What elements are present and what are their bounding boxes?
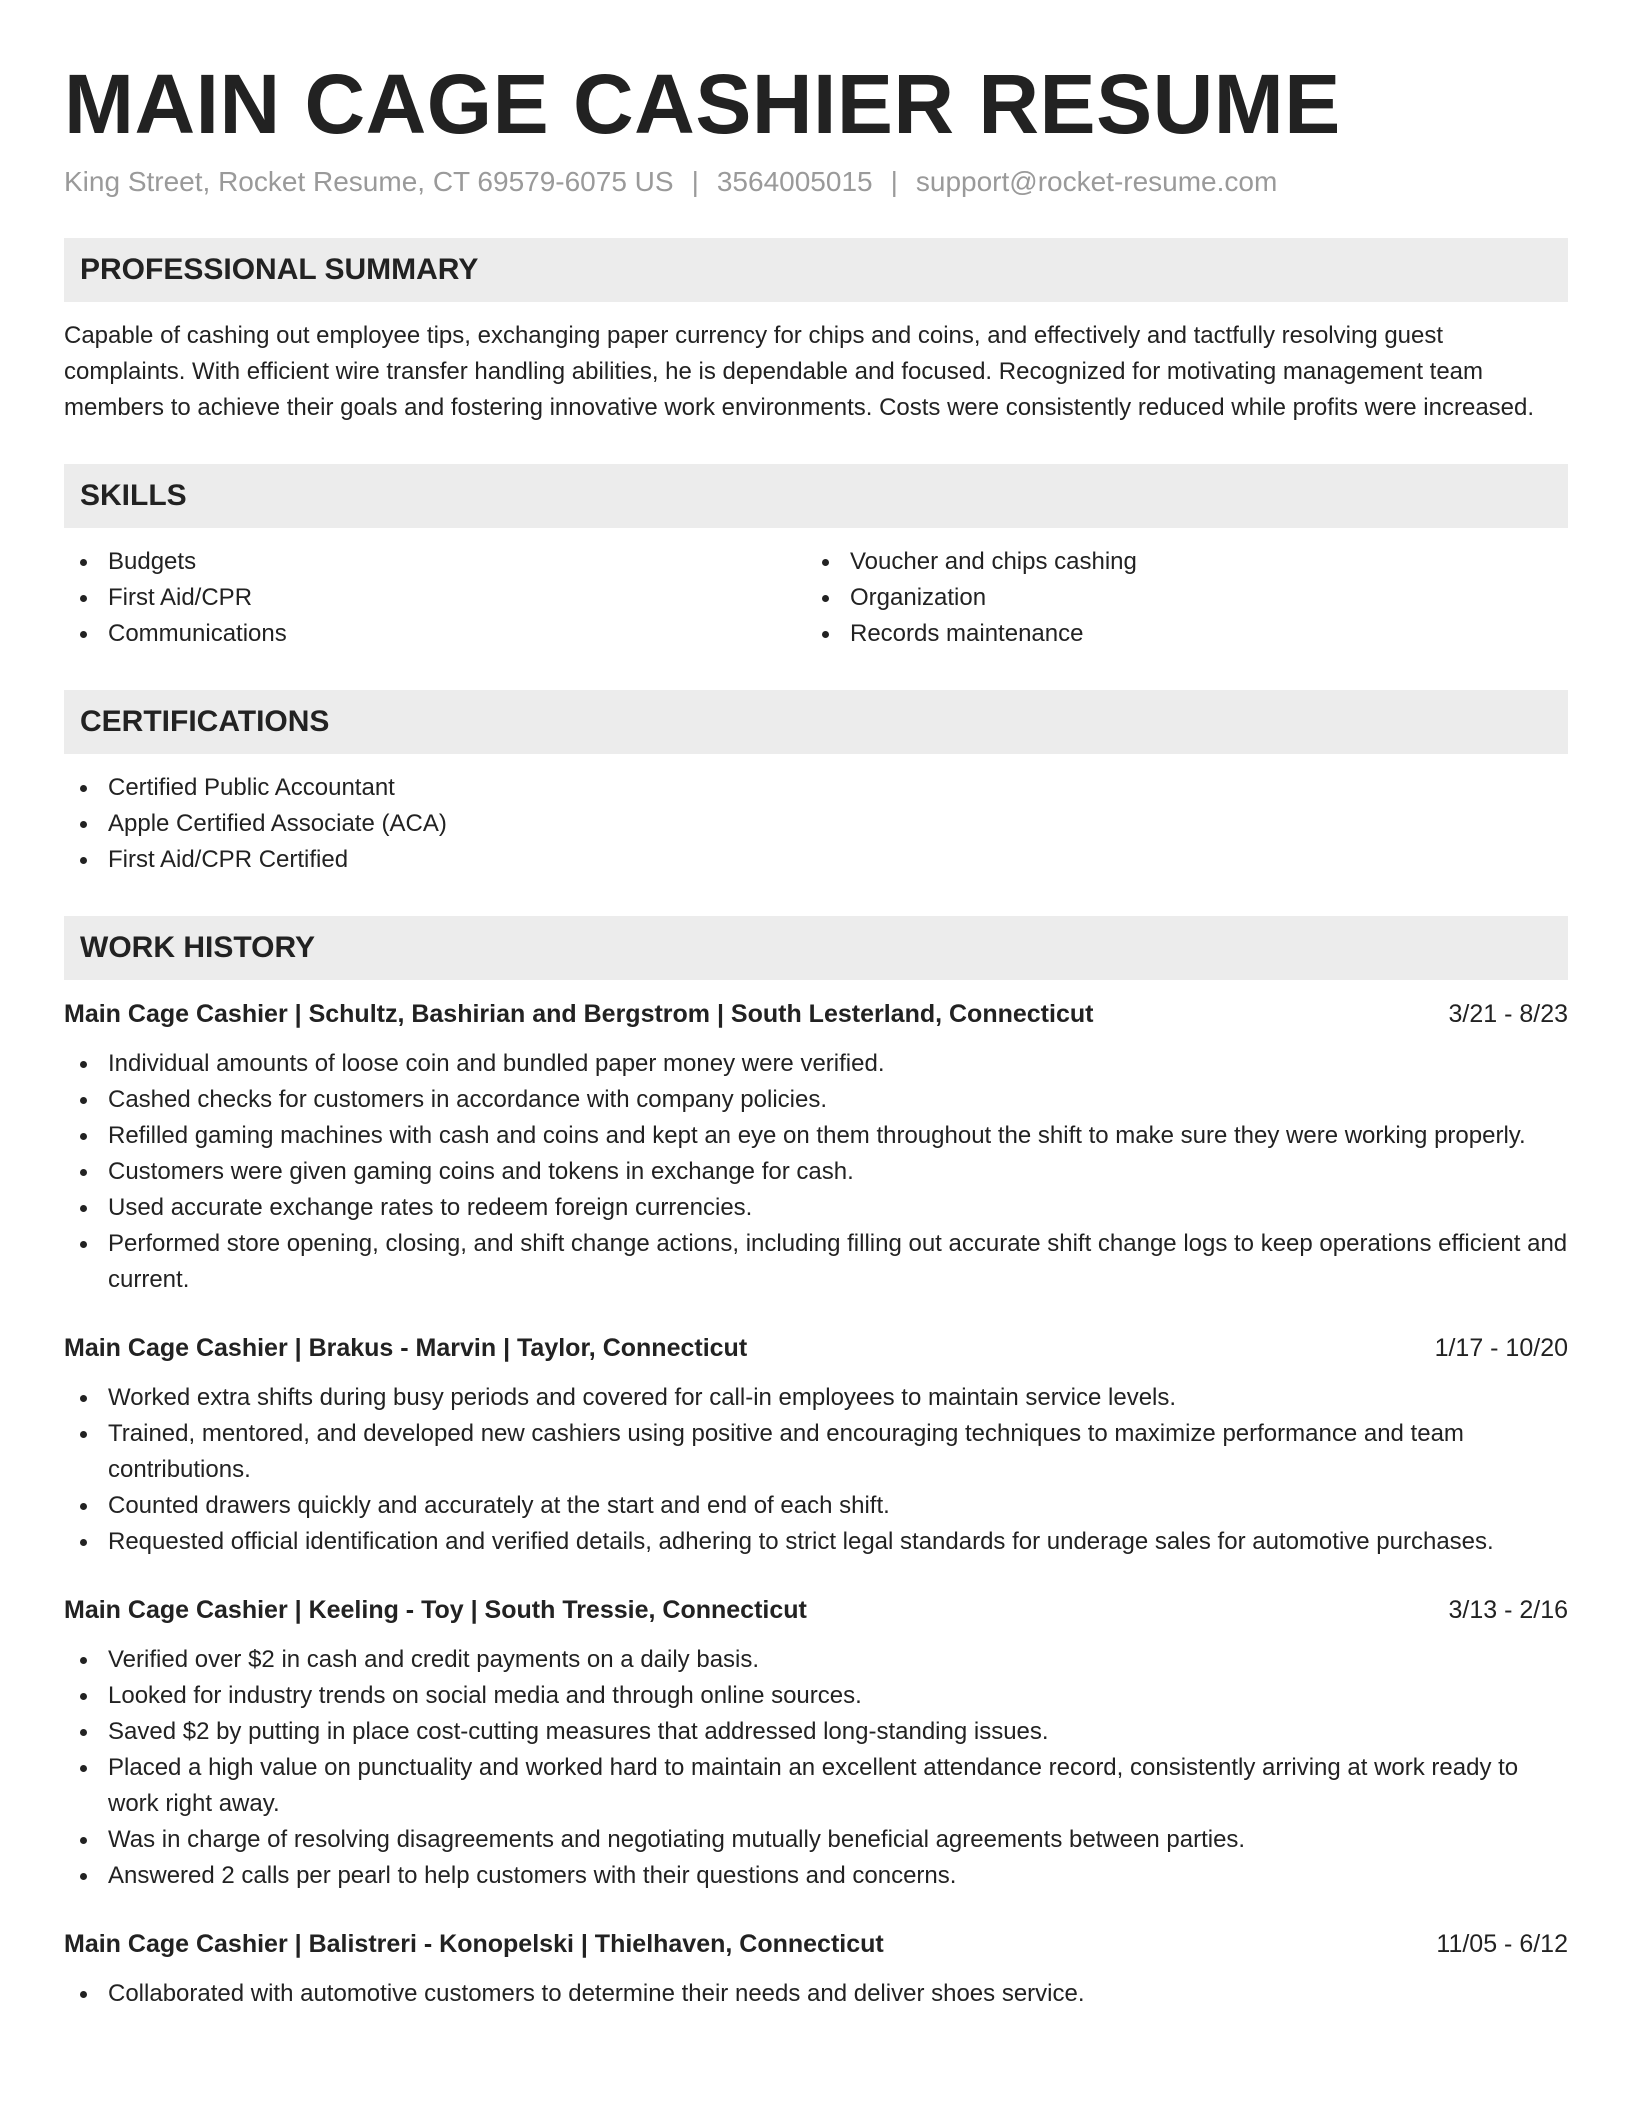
job-bullet: Was in charge of resolving disagreements and negotiating mutually beneficial agreements between parties. xyxy=(64,1822,1568,1858)
job-bullet: Cashed checks for customers in accordance with company policies. xyxy=(64,1082,1568,1118)
job-entry xyxy=(64,1926,1568,2012)
skill-item: Budgets xyxy=(64,544,806,580)
certification-item: Certified Public Accountant xyxy=(64,770,1568,806)
contact-separator: | xyxy=(691,166,699,197)
skill-item: Voucher and chips cashing xyxy=(806,544,1548,580)
job-bullet: Verified over $2 in cash and credit payments on a daily basis. xyxy=(64,1642,1568,1678)
job-bullet: Refilled gaming machines with cash and coins and kept an eye on them throughout the shift to make sure they were working properly. xyxy=(64,1118,1568,1154)
section-heading-certifications: CERTIFICATIONS xyxy=(64,690,1568,754)
certifications-list xyxy=(64,770,1568,878)
skills-list xyxy=(64,544,1568,652)
contact-separator: | xyxy=(890,166,898,197)
contact-line xyxy=(64,164,1568,200)
job-bullets xyxy=(64,1380,1568,1560)
job-entry xyxy=(64,996,1568,1298)
job-title: Main Cage Cashier | Schultz, Bashirian and Bergstrom | South Lesterland, Connecticut xyxy=(64,1000,1094,1028)
job-bullets xyxy=(64,1976,1568,2012)
job-bullet: Customers were given gaming coins and tokens in exchange for cash. xyxy=(64,1154,1568,1190)
contact-email: support@rocket-resume.com xyxy=(915,166,1278,197)
job-entry xyxy=(64,1330,1568,1560)
job-dates: 3/13 - 2/16 xyxy=(1448,1596,1568,1624)
resume-title: MAIN CAGE CASHIER RESUME xyxy=(64,57,1341,151)
job-bullet: Placed a high value on punctuality and worked hard to maintain an excellent attendance record, consistently arriving at work ready to work right away. xyxy=(64,1750,1568,1822)
certification-item: First Aid/CPR Certified xyxy=(64,842,1568,878)
contact-phone: 3564005015 xyxy=(716,166,873,197)
job-dates: 3/21 - 8/23 xyxy=(1448,1000,1568,1028)
section-heading-work-history: WORK HISTORY xyxy=(64,916,1568,980)
job-bullet: Saved $2 by putting in place cost-cutting measures that addressed long-standing issues. xyxy=(64,1714,1568,1750)
certification-item: Apple Certified Associate (ACA) xyxy=(64,806,1568,842)
job-title: Main Cage Cashier | Balistreri - Konopelski | Thielhaven, Connecticut xyxy=(64,1930,884,1958)
skills-column-left xyxy=(64,544,806,652)
job-bullet: Worked extra shifts during busy periods and covered for call-in employees to maintain service levels. xyxy=(64,1380,1568,1416)
job-bullet: Used accurate exchange rates to redeem foreign currencies. xyxy=(64,1190,1568,1226)
job-bullet: Individual amounts of loose coin and bundled paper money were verified. xyxy=(64,1046,1568,1082)
contact-address: King Street, Rocket Resume, CT 69579-6075 US xyxy=(64,166,674,197)
job-entry xyxy=(64,1592,1568,1894)
summary-text: Capable of cashing out employee tips, exchanging paper currency for chips and coins, and effectively and tactfully resolving guest complaints. With efficient wire transfer handling abilities, he is dependable and focused. Recognized for motivating management team members to achieve their goals and fostering innovative work environments. Costs were consistently reduced while profits were increased. xyxy=(64,322,1535,421)
job-bullet: Requested official identification and verified details, adhering to strict legal standards for underage sales for automotive purchases. xyxy=(64,1524,1568,1560)
job-bullet: Answered 2 calls per pearl to help customers with their questions and concerns. xyxy=(64,1858,1568,1894)
skill-item: Communications xyxy=(64,616,806,652)
section-heading-skills: SKILLS xyxy=(64,464,1568,528)
job-header xyxy=(64,1592,1568,1628)
job-bullet: Counted drawers quickly and accurately at the start and end of each shift. xyxy=(64,1488,1568,1524)
job-dates: 11/05 - 6/12 xyxy=(1436,1930,1568,1958)
job-title: Main Cage Cashier | Keeling - Toy | South Tressie, Connecticut xyxy=(64,1596,807,1624)
job-bullets xyxy=(64,1046,1568,1298)
job-title: Main Cage Cashier | Brakus - Marvin | Taylor, Connecticut xyxy=(64,1334,748,1362)
skills-column-right xyxy=(806,544,1548,652)
job-bullet: Trained, mentored, and developed new cashiers using positive and encouraging techniques to maximize performance and team contributions. xyxy=(64,1416,1568,1488)
skill-item: First Aid/CPR xyxy=(64,580,806,616)
skill-item: Organization xyxy=(806,580,1548,616)
section-heading-summary: PROFESSIONAL SUMMARY xyxy=(64,238,1568,302)
job-bullet: Looked for industry trends on social media and through online sources. xyxy=(64,1678,1568,1714)
job-bullet: Collaborated with automotive customers to determine their needs and deliver shoes service. xyxy=(64,1976,1568,2012)
job-header xyxy=(64,996,1568,1032)
job-bullet: Performed store opening, closing, and shift change actions, including filling out accurate shift change logs to keep operations efficient and current. xyxy=(64,1226,1568,1298)
job-dates: 1/17 - 10/20 xyxy=(1434,1334,1568,1362)
job-header xyxy=(64,1926,1568,1962)
job-bullets xyxy=(64,1642,1568,1894)
job-header xyxy=(64,1330,1568,1366)
skill-item: Records maintenance xyxy=(806,616,1548,652)
